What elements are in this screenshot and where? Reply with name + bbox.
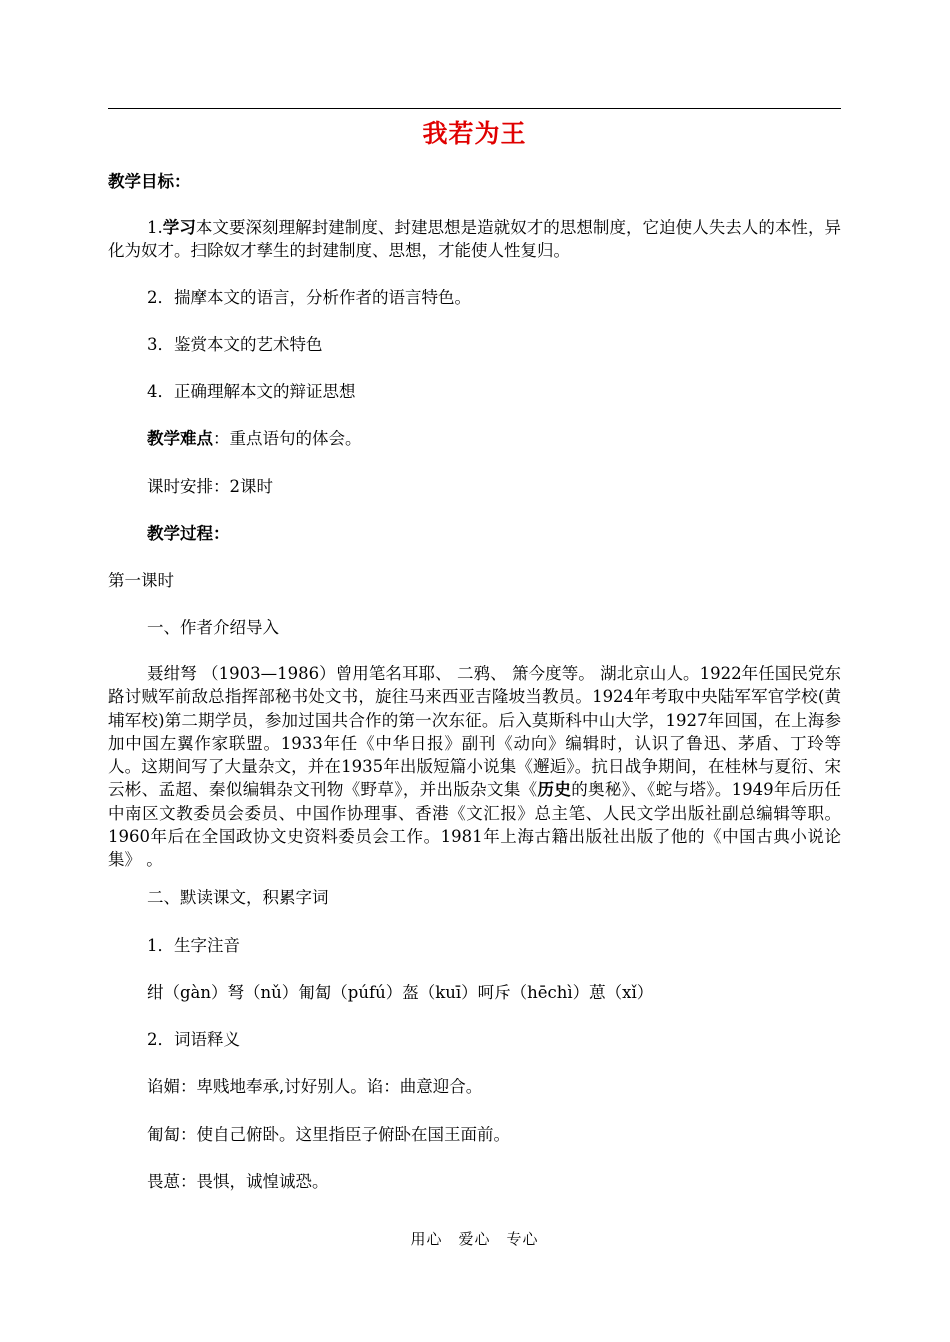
difficulty-label: 教学难点 [147,429,213,448]
pronunciation: 绀（gàn）弩（nǔ）匍匐（púfú）盔（kuī）呵斥（hēchì）葸（xǐ） [147,983,654,1002]
schedule: 课时安排：2课时 [147,477,273,496]
objective-1-emphasis: 学习 [162,218,196,237]
definition-2: 匍匐：使自己俯卧。这里指臣子俯卧在国王面前。 [147,1125,510,1144]
section-1: 一、作者介绍导入 [147,618,279,637]
section-2: 二、默读课文，积累字词 [147,888,329,907]
definition-1: 谄媚：卑贱地奉承,讨好别人。谄：曲意迎合。 [147,1077,483,1096]
difficulty-text: ：重点语句的体会。 [213,429,362,448]
process-heading: 教学过程： [147,524,230,543]
objectives-heading: 教学目标： [108,172,191,191]
bio-emphasis: 历史 [537,780,572,800]
objective-1-number: 1. [147,218,163,237]
difficulty [147,428,362,450]
lesson-1: 第一课时 [108,571,174,590]
document-title: 我若为王 [422,119,527,148]
objective-1 [108,216,841,263]
sub-2: 2．词语释义 [147,1030,240,1049]
objective-1-text: 本文要深刻理解封建制度、封建思想是造就奴才的思想制度，它迫使人失去人的本性，异化为奴才。扫除奴才孳生的封建制度、思想，才能使人性复归。 [108,218,842,261]
bio-part-1: 聂绀弩 （1903—1986）曾用笔名耳耶、 二鸦、 箫今度等。 湖北京山人。1922年任国民党东路讨贼军前敌总指挥部秘书处文书，旋往马来西亚吉隆坡当教员。1924年考取中央陆军军官学校(黄埔军校)第二期学员，参加过国共合作的第一次东征。后入莫斯科中山大学，1927年回国，在上海参加中国左翼作家联盟。1933年任《中华日报》副刊《动向》编辑时，认识了鲁迅、茅盾、丁玲等人。这期间写了大量杂文，并在1935年出版短篇小说集《邂逅》。抗日战争期间，在桂林与夏衍、宋云彬、孟超、秦似编辑杂文刊物《野草》，并出版杂文集《 [108,664,841,800]
sub-1: 1．生字注音 [147,936,240,955]
objective-2: 2．揣摩本文的语言，分析作者的语言特色。 [147,288,471,307]
header-rule [108,108,841,109]
objective-3: 3．鉴赏本文的艺术特色 [147,335,323,354]
definition-3: 畏葸：畏惧，诚惶诚恐。 [147,1172,329,1191]
page-footer: 用心 爱心 专心 [410,1230,539,1248]
objective-4: 4．正确理解本文的辩证思想 [147,382,356,401]
author-bio [108,662,841,872]
bio-part-2: 的奥秘》、《蛇与塔》。1949年后历任中南区文教委员会委员、中国作协理事、香港《文汇报》总主笔、人民文学出版社副总编辑等职。1960年后在全国政协文史资料委员会工作。1981年上海古籍出版社出版了他的《中国古典小说论集》 。 [108,780,842,870]
